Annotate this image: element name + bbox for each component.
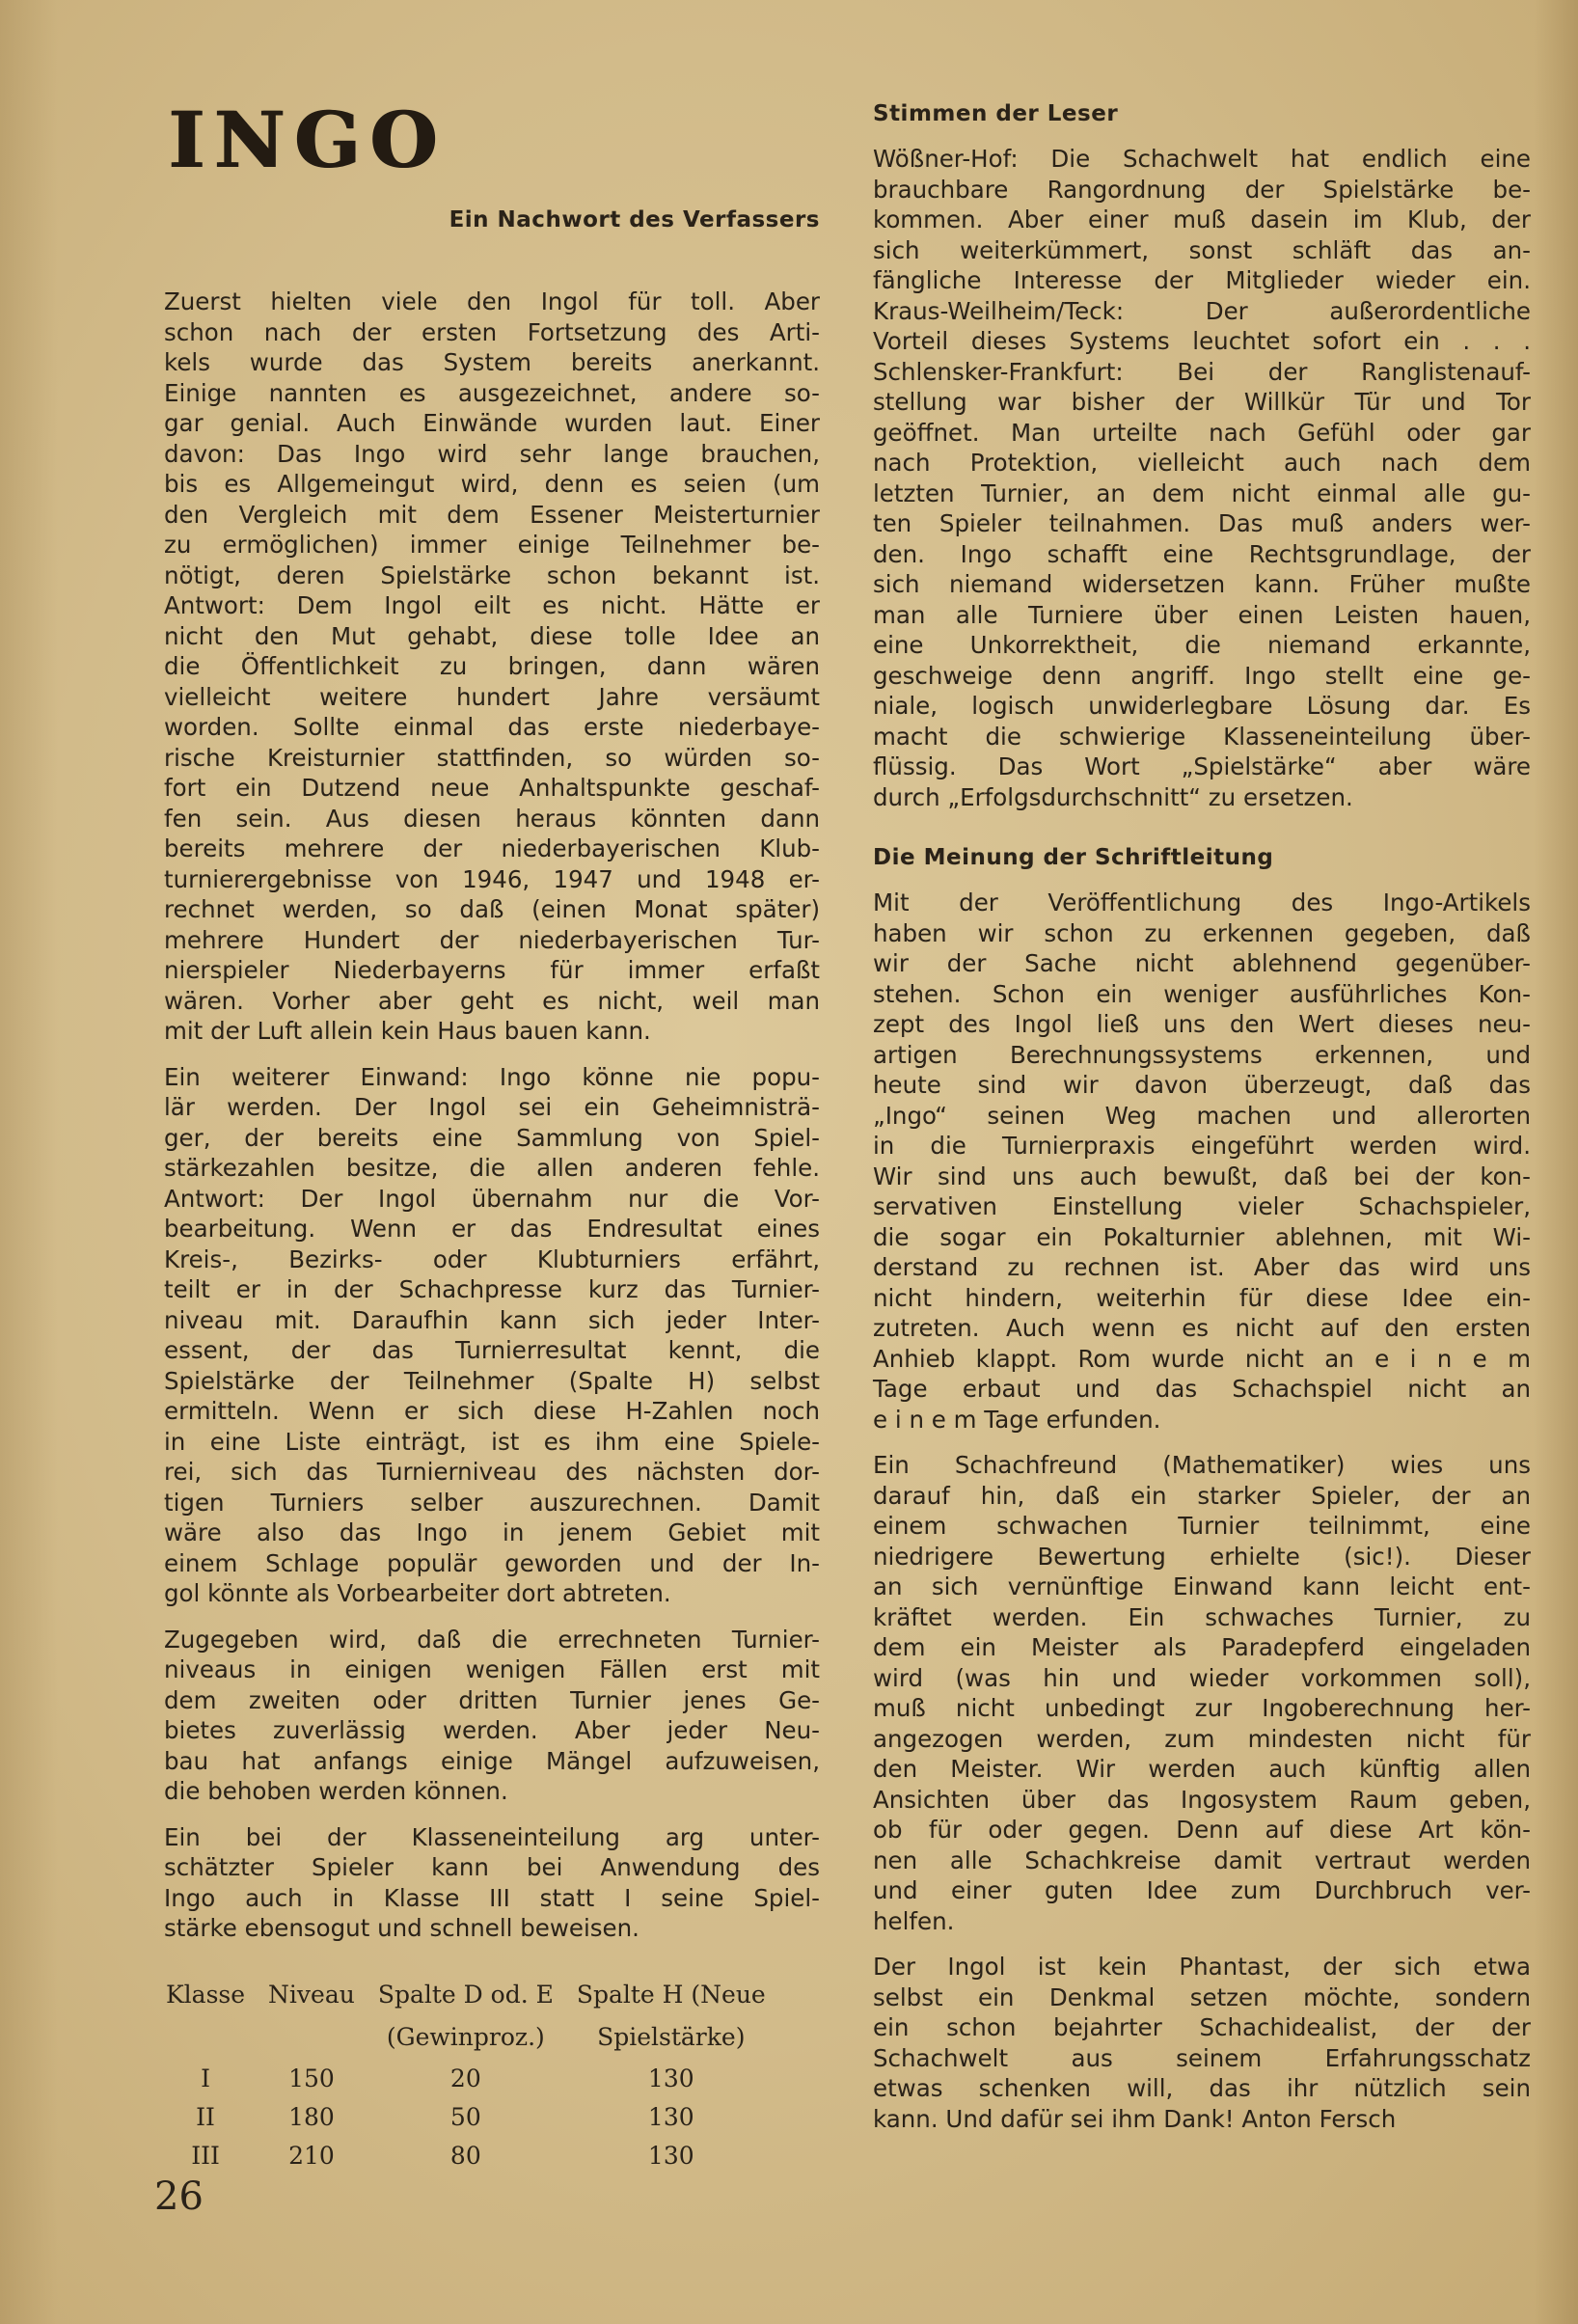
text-line: darauf hin, daß ein starker Spieler, der an [873,1481,1531,1510]
text-line: selbst ein Denkmal setzen möchte, sondern [873,1982,1531,2011]
article-subtitle: Ein Nachwort des Verfassers [449,207,820,232]
text-line: niveau mit. Daraufhin kann sich jeder Inter- [164,1305,820,1334]
text-line: einem Schlage populär geworden und der In- [164,1548,820,1577]
text-line: geschweige denn angriff. Ingo stellt eine ge- [873,661,1531,690]
section-heading-reader-voices: Stimmen der Leser [873,101,1119,126]
text-line: Schlensker-Frankfurt: Bei der Ranglistenauf- [873,357,1531,386]
text-line: rische Kreisturnier stattfinden, so würden so- [164,743,820,772]
text-line: Einige nannten es ausgezeichnet, andere so- [164,378,820,407]
text-line: sich weiterkümmert, sonst schläft das an- [873,235,1531,264]
text-line: schätzter Spieler kann bei Anwendung des [164,1853,820,1881]
table-header-cell: Klasse [166,1980,246,2009]
editorial-text [873,888,1531,2134]
text-line: kels wurde das System bereits anerkannt. [164,348,820,376]
text-line: flüssig. Das Wort „Spielstärke“ aber wäre [873,752,1531,780]
text-line: artigen Berechnungssystems erkennen, und [873,1040,1531,1069]
text-line: Der Ingol ist kein Phantast, der sich etwa [873,1953,1531,1981]
text-line: wird (was hin und wieder vorkommen soll), [873,1663,1531,1692]
text-line: brauchbare Rangordnung der Spielstärke be- [873,175,1531,204]
table-header-cell: (Gewinproz.) [386,2022,545,2051]
text-line: Kreis-, Bezirks- oder Klubturniers erfährt, [164,1244,820,1273]
text-line: lär werden. Der Ingol sei ein Geheimnisträ- [164,1093,820,1121]
text-line: Zugegeben wird, daß die errechneten Turnier- [164,1625,820,1654]
text-line: Wir sind uns auch bewußt, daß bei der kon- [873,1162,1531,1190]
paragraph [873,888,1531,1435]
text-line: den. Ingo schafft eine Rechtsgrundlage, der [873,539,1531,568]
text-line: niedrigere Bewertung erhielte (sic!). Dieser [873,1542,1531,1571]
table-cell: 150 [288,2064,335,2092]
text-line: kommen. Aber einer muß dasein im Klub, der [873,205,1531,233]
text-line: Zuerst hielten viele den Ingol für toll. Aber [164,287,820,315]
text-line: mit der Luft allein kein Haus bauen kann. [164,1017,651,1045]
table-cell: 20 [449,2064,481,2092]
text-line: Vorteil dieses Systems leuchtet sofort ein . . . [873,327,1531,355]
text-line: fängliche Interesse der Mitglieder wieder ein. [873,266,1531,294]
text-line: letzten Turnier, an dem nicht einmal alle gu- [873,478,1531,507]
text-line: den Vergleich mit dem Essener Meisterturnier [164,500,820,529]
text-line: eine Unkorrektheit, die niemand erkannte, [873,631,1531,659]
text-line: stehen. Schon ein weniger ausführliches Kon- [873,979,1531,1008]
text-line: die Öffentlichkeit zu bringen, dann wären [164,652,820,680]
text-line: dem zweiten oder dritten Turnier jenes Ge- [164,1685,820,1714]
table-cell: 130 [647,2102,694,2131]
text-line: wären. Vorher aber geht es nicht, weil man [164,986,820,1015]
text-line: helfen. [873,1906,955,1935]
text-line: turnierergebnisse von 1946, 1947 und 1948 er- [164,864,820,893]
paragraph [873,144,1531,812]
text-line: schon nach der ersten Fortsetzung des Arti- [164,317,820,346]
text-line: macht die schwierige Klasseneinteilung über- [873,722,1531,751]
left-body-text [164,287,820,1944]
text-line: zu ermöglichen) immer einige Teilnehmer be- [164,531,820,559]
table-header-cell: Niveau [268,1980,355,2009]
text-line: mehrere Hundert der niederbayerischen Tur- [164,925,820,954]
text-line: essent, der das Turnierresultat kennt, die [164,1336,820,1364]
text-line: bau hat anfangs einige Mängel aufzuweisen, [164,1746,820,1775]
table-cell: 130 [647,2141,694,2170]
table-cell: 210 [288,2141,335,2170]
right-column [873,101,1531,2149]
paragraph [164,1822,820,1944]
text-line: und einer guten Idee zum Durchbruch ver- [873,1876,1531,1904]
text-line: Ein weiterer Einwand: Ingo könne nie popu- [164,1062,820,1091]
text-line: derstand zu rechnen ist. Aber das wird uns [873,1253,1531,1281]
table-cell: 80 [449,2141,481,2170]
text-line: wäre also das Ingo in jenem Gebiet mit [164,1518,820,1546]
text-line: den Meister. Wir werden auch künftig allen [873,1755,1531,1783]
text-line: bis es Allgemeingut wird, denn es seien (um [164,470,820,498]
text-line: nicht hindern, weiterhin für diese Idee ein- [873,1283,1531,1312]
table-cell: 180 [288,2102,335,2131]
paragraph [873,1450,1531,1936]
text-line: bietes zuverlässig werden. Aber jeder Neu- [164,1716,820,1744]
text-line: gar genial. Auch Einwände wurden laut. Einer [164,409,820,437]
text-line: tigen Turniers selber auszurechnen. Damit [164,1488,820,1517]
text-line: nen alle Schachkreise damit vertraut werden [873,1846,1531,1874]
table-header-cell [257,2017,367,2060]
paragraph [164,287,820,1047]
table-row [154,2098,777,2137]
text-line: dem ein Meister als Paradepferd eingeladen [873,1633,1531,1661]
classification-table [154,1975,777,2175]
paragraph [873,1952,1531,2134]
text-line: Tage erbaut und das Schachspiel nicht an [873,1375,1531,1403]
paragraph [164,1062,820,1609]
text-line: in die Turnierpraxis eingeführt werden wird. [873,1132,1531,1160]
text-line: wir der Sache nicht ablehnend gegenüber- [873,949,1531,977]
table-row [154,2137,777,2175]
text-line: haben wir schon zu erkennen gegeben, daß [873,918,1531,947]
text-line: ten Spieler teilnahmen. Das muß anders wer- [873,509,1531,537]
text-line: Antwort: Der Ingol übernahm nur die Vor- [164,1184,820,1213]
text-line: Ingo auch in Klasse III statt I seine Spiel- [164,1883,820,1912]
text-line: zept des Ingol ließ uns den Wert dieses neu- [873,1010,1531,1038]
text-line: bearbeitung. Wenn er das Endresultat eines [164,1215,820,1243]
text-line: e i n e m Tage erfunden. [873,1405,1161,1434]
table-cell: I [201,2064,210,2092]
text-line: Kraus-Weilheim/Teck: Der außerordentliche [873,296,1531,325]
table-header-cell: Spalte H (Neue [576,1980,766,2009]
text-line: in eine Liste einträgt, ist es ihm eine Spiele- [164,1427,820,1456]
text-line: „Ingo“ seinen Weg machen und allerorten [873,1101,1531,1130]
text-line: rei, sich das Turnierniveau des nächsten dor- [164,1458,820,1486]
text-line: stärkezahlen besitze, die allen anderen fehle. [164,1154,820,1182]
text-line: Mit der Veröffentlichung des Ingo-Artikels [873,889,1531,916]
text-line: fen sein. Aus diesen heraus könnten dann [164,804,820,833]
table-header-cell [154,2017,257,2060]
table-cell: 130 [647,2064,694,2092]
text-line: die sogar ein Pokalturnier ablehnen, mit Wi- [873,1222,1531,1251]
text-line: heute sind wir davon überzeugt, daß das [873,1071,1531,1099]
text-line: ob für oder gegen. Denn auf diese Art kön- [873,1816,1531,1844]
text-line: vielleicht weitere hundert Jahre versäumt [164,682,820,711]
text-line: an sich vernünftige Einwand kann leicht ent- [873,1572,1531,1600]
text-line: gol könnte als Vorbearbeiter dort abtreten. [164,1579,671,1607]
paragraph [164,1625,820,1807]
table-header-cell: Spalte D od. E [377,1980,554,2009]
text-line: kann. Und dafür sei ihm Dank! Anton Fersch [873,2104,1397,2133]
text-line: sich niemand widersetzen kann. Früher mußte [873,570,1531,598]
text-line: ermitteln. Wenn er sich diese H-Zahlen noch [164,1397,820,1425]
table-header-row [154,1975,777,2017]
section-heading-editorial: Die Meinung der Schriftleitung [873,845,1274,870]
table-header-cell: Spielstärke) [597,2022,746,2051]
text-line: teilt er in der Schachpresse kurz das Turnier- [164,1275,820,1303]
text-line: die behoben werden können. [164,1777,508,1805]
text-line: worden. Sollte einmal das erste niederbaye- [164,713,820,741]
text-line: nicht den Mut gehabt, diese tolle Idee an [164,621,820,650]
table-header-row-2 [154,2017,777,2060]
text-line: zutreten. Auch wenn es nicht auf den ersten [873,1314,1531,1342]
text-line: nötigt, deren Spielstärke schon bekannt ist. [164,560,820,589]
text-line: man alle Turniere über einen Leisten hauen, [873,600,1531,629]
reader-voices-text [873,144,1531,812]
text-line: einem schwachen Turnier teilnimmt, eine [873,1512,1531,1540]
text-line: muß nicht unbedingt zur Ingoberechnung her- [873,1694,1531,1722]
table-row [154,2060,777,2098]
text-line: ein schon bejahrter Schachidealist, der der [873,2013,1531,2041]
table-cell: II [196,2102,215,2131]
text-line: angezogen werden, zum mindesten nicht für [873,1724,1531,1753]
text-line: davon: Das Ingo wird sehr lange brauchen, [164,439,820,468]
text-line: Ansichten über das Ingosystem Raum geben, [873,1785,1531,1814]
text-line: durch „Erfolgsdurchschnitt“ zu ersetzen. [873,782,1353,811]
text-line: nach Protektion, vielleicht auch nach dem [873,449,1531,477]
text-line: Wößner-Hof: Die Schachwelt hat endlich eine [873,145,1531,173]
text-line: Schachwelt aus seinem Erfahrungsschatz [873,2043,1531,2072]
table-cell: III [191,2141,220,2170]
text-line: servativen Einstellung vieler Schachspieler, [873,1192,1531,1220]
text-line: nierspieler Niederbayerns für immer erfaßt [164,956,820,984]
text-line: Anhieb klappt. Rom wurde nicht an e i n e m [873,1344,1531,1373]
page-number: 26 [154,2174,204,2219]
text-line: kräftet werden. Ein schwaches Turnier, zu [873,1602,1531,1631]
table-cell: 50 [449,2102,481,2131]
text-line: Spielstärke der Teilnehmer (Spalte H) selbst [164,1366,820,1395]
text-line: geöffnet. Man urteilte nach Gefühl oder gar [873,418,1531,447]
text-line: bereits mehrere der niederbayerischen Klub- [164,834,820,862]
text-line: niveaus in einigen wenigen Fällen erst mit [164,1655,820,1683]
text-line: Antwort: Dem Ingol eilt es nicht. Hätte er [164,591,820,619]
text-line: Ein Schachfreund (Mathematiker) wies uns [873,1451,1531,1479]
text-line: etwas schenken will, das ihr nützlich sein [873,2074,1531,2102]
article-title: INGO [168,95,447,185]
text-line: fort ein Dutzend neue Anhaltspunkte geschaf- [164,774,820,802]
left-column [164,95,820,2175]
text-line: Ein bei der Klasseneinteilung arg unter- [164,1822,820,1851]
text-line: niale, logisch unwiderlegbare Lösung dar. Es [873,692,1531,720]
text-line: stärke ebensogut und schnell beweisen. [164,1914,639,1942]
text-line: stellung war bisher der Willkür Tür und Tor [873,388,1531,416]
text-line: rechnet werden, so daß (einen Monat später) [164,895,820,923]
text-line: ger, der bereits eine Sammlung von Spiel- [164,1123,820,1152]
